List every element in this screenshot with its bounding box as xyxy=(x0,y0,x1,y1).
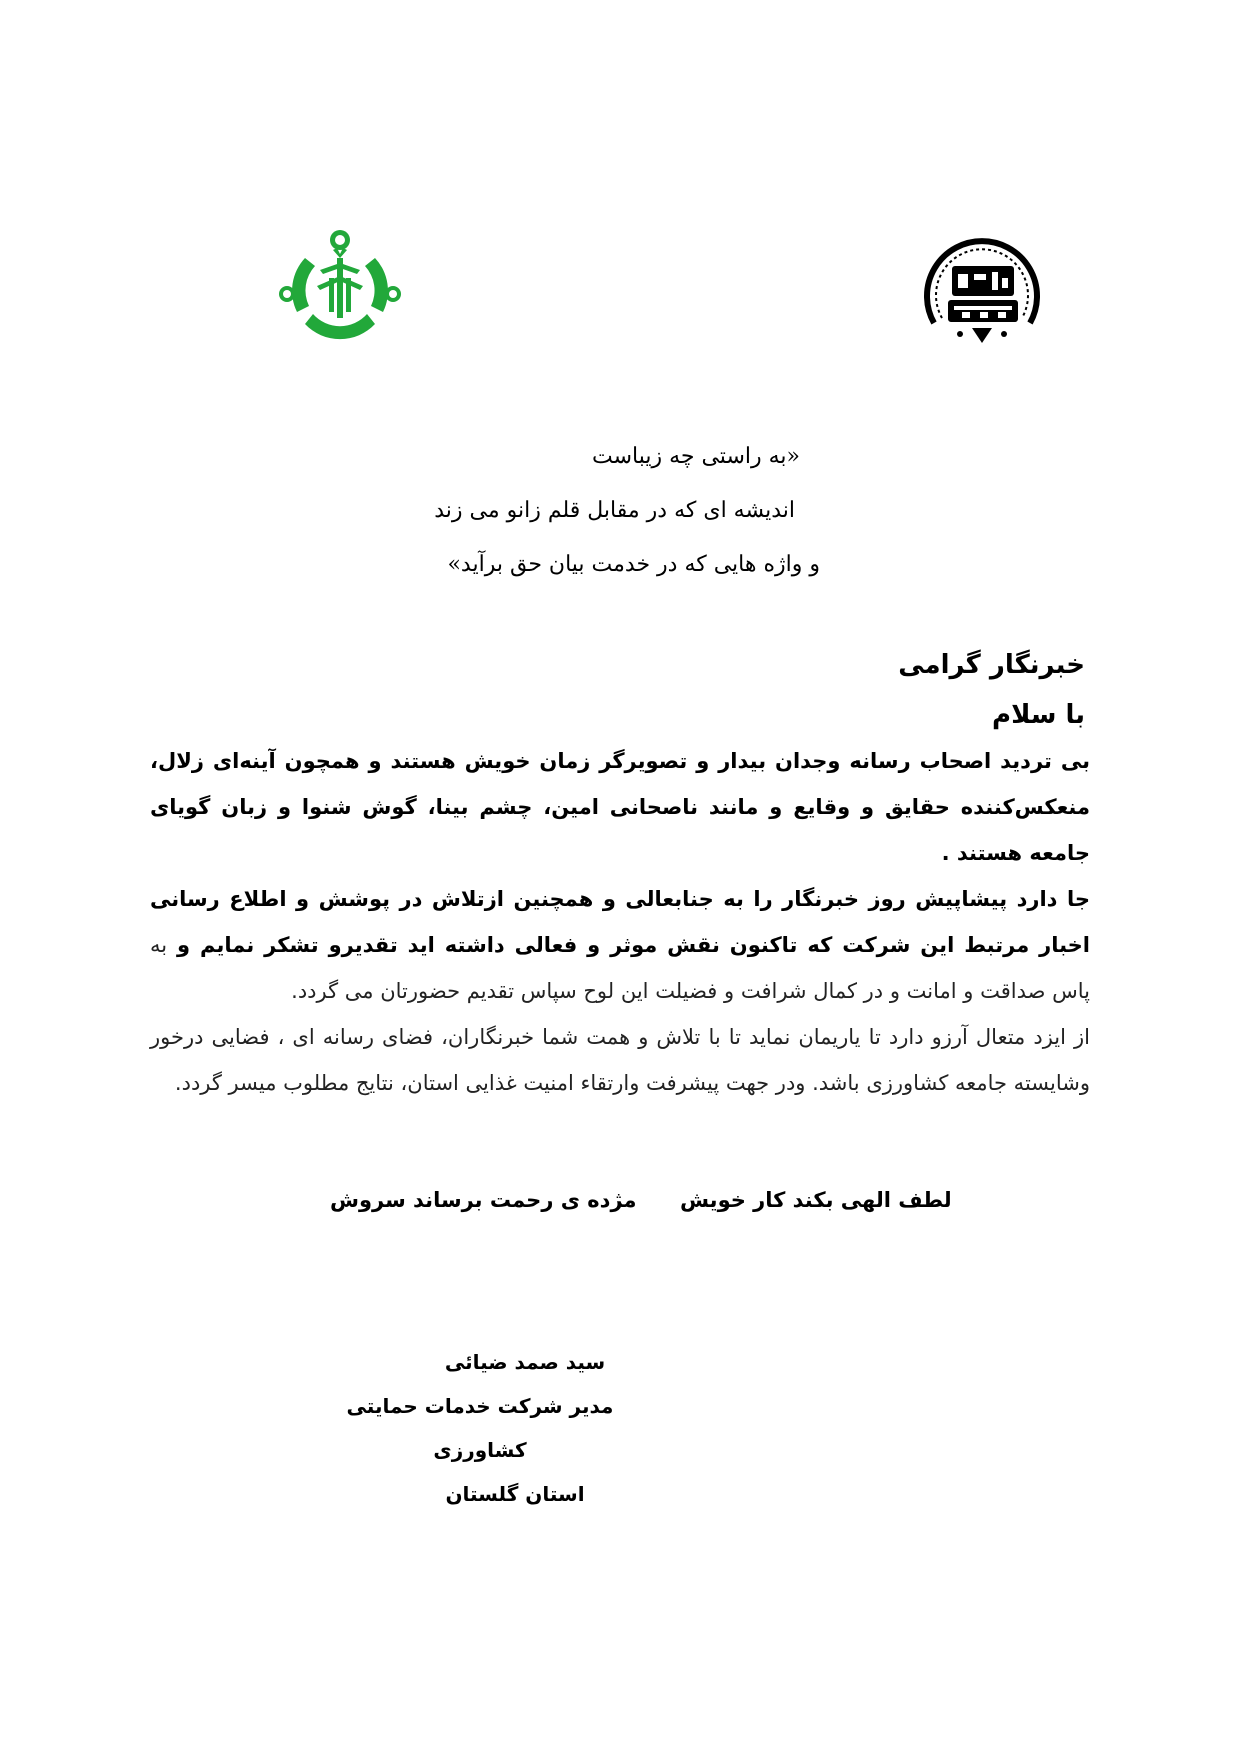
paragraph-2 xyxy=(150,876,1090,1014)
poem-line-3: و واژه هایی که در خدمت بیان حق برآید» xyxy=(447,552,820,577)
poem-line-2: اندیشه ای که در مقابل قلم زانو می زند xyxy=(434,498,795,523)
signatory-province: استان گلستان xyxy=(445,1482,585,1506)
addressee: خبرنگار گرامی xyxy=(898,650,1085,680)
signatory-name: سید صمد ضیائی xyxy=(444,1350,606,1374)
paragraph-1: بی تردید اصحاب رسانه وجدان بیدار و تصویرگر زمان خویش هستند و همچون آینه‌ای زلال، منعکس‌کننده حقایق و وقایع و مانند ناصحانی امین، چشم بینا، گوش شنوا و زبان گویای جامعه هستند . xyxy=(150,749,1090,865)
opening-poem xyxy=(300,430,820,592)
paragraph-3: از ایزد متعال آرزو دارد تا یاریمان نماید تا با تلاش و همت شما خبرنگاران، فضای رسانه ای ، فضایی درخور وشایسته جامعه کشاورزی باشد. ودر جهت پیشرفت وارتقاء امنیت غذایی استان، نتایج مطلوب میسر گردد. xyxy=(150,1025,1090,1095)
paragraph-2-part-a: جا دارد پیشاپیش روز خبرنگار را به جنابعالی و همچنین ازتلاش در پوشش و اطلاع رسانی اخبار مرتبط این شرکت که تاکنون نقش موثر و فعالی داشته اید تقدیرو تشکر نمایم و xyxy=(150,887,1090,957)
letter-body xyxy=(150,738,1090,1106)
signature-block xyxy=(300,1340,660,1516)
signatory-title: مدیر شرکت خدمات حمایتی کشاورزی xyxy=(346,1394,614,1462)
paragraph-2-part-b: به پاس صداقت و امانت و در کمال شرافت و فضیلت این لوح سپاس تقدیم حضورتان می گردد. xyxy=(150,933,1090,1003)
greeting xyxy=(898,640,1085,740)
salutation: با سلام xyxy=(992,700,1085,730)
wheat-emblem-icon xyxy=(275,228,405,346)
jahad-keshavarzi-emblem-icon xyxy=(912,228,1052,348)
verse-left: مژده ی رحمت برساند سروش xyxy=(330,1188,637,1212)
verse-right: لطف الهی بکند کار خویش xyxy=(680,1188,952,1212)
poem-line-1: «به راستی چه زیباست xyxy=(591,444,800,469)
